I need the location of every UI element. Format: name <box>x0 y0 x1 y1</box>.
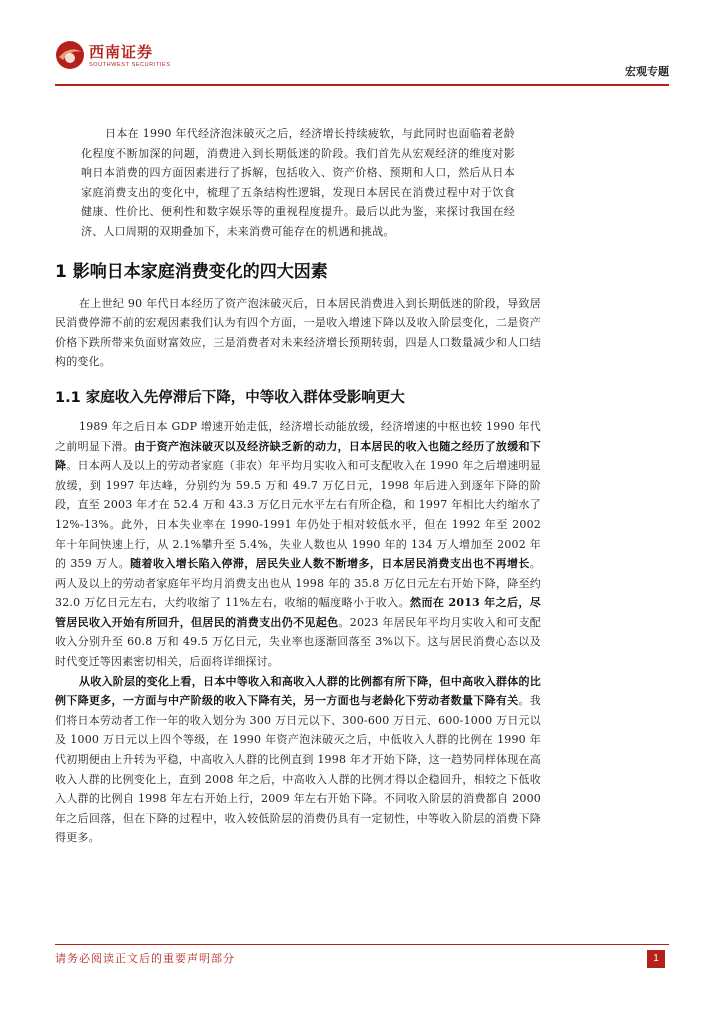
text-run: 。我们将日本劳动者工作一年的收入划分为 300 万日元以下、300-600 万日元、600-1000 万日元以及 1000 万日元以上四个等级，在 1990 年资产泡沫破灭之后，中低收入人群的比例在 1990 年代初期便由上升转为平稳，中高收入人群的比例直到 1998 年才开始下降，这一趋势同样体现在高收入人群的比例变化上，直到 2008 年之后，中高收入人群的比例才得以企稳回升，相较之下低收入人群的比例自 1998 年左右开始上行，2009 年左右开始下降。不同收入阶层的消费都自 2000 年之后回落，但在下降的过程中，收入较低阶层的消费仍具有一定韧性，中等收入阶层的消费下降得更多。 <box>55 694 541 845</box>
intro-paragraph: 日本在 1990 年代经济泡沫破灭之后，经济增长持续疲软，与此同时也面临着老龄化程度不断加深的问题，消费进入到长期低迷的阶段。我们首先从宏观经济的维度对影响日本消费的四方面因素进行了拆解，包括收入、资产价格、预期和人口，然后从日本家庭消费支出的变化中，梳理了五条结构性逻辑，发现日本居民在消费过程中对于饮食健康、性价比、便利性和数字娱乐等的重视程度提升。最后以此为鉴，来探讨我国在经济、人口周期的双期叠加下，未来消费可能存在的机遇和挑战。 <box>81 127 515 238</box>
section-1-heading: 1 影响日本家庭消费变化的四大因素 <box>55 261 328 282</box>
text-run: 1989 年之后日本 GDP 增速开始走低，经济增长动能放缓，经济增速的中枢也较 1990 年代之前明显下滑。 <box>55 419 541 453</box>
document-body <box>55 124 541 848</box>
header-divider <box>55 84 669 86</box>
logo-chinese-name: 西南证券 <box>89 43 154 61</box>
section-1-paragraph: 在上世纪 90 年代日本经历了资产泡沫破灭后，日本居民消费进入到长期低迷的阶段，导致居民消费停滞不前的宏观因素我们认为有四个方面，一是收入增速下降以及收入阶层变化，二是资产价格下跌所带来负面财富效应，三是消费者对未来经济增长预期转弱，四是人口数量减少和人口结构的变化。 <box>55 296 541 369</box>
company-logo <box>55 40 205 76</box>
text-run: 。两人及以上的劳动者家庭年平均月消费支出也从 1998 年的 35.8 万亿日元左右开始下降，降至约 32.0 万亿日元左右，大约收缩了 11%左右，收缩的幅度略小于收入。 <box>55 557 541 610</box>
section-1-1-paragraph-2 <box>55 672 541 848</box>
page-number: 1 <box>647 950 665 968</box>
bold-text-run: 从收入阶层的变化上看，日本中等收入和高收入人群的比例都有所下降，但中高收入群体的比例下降更多，一方面与中产阶级的收入下降有关，另一方面也与老龄化下劳动者数量下降有关 <box>55 674 541 708</box>
logo-icon <box>55 40 85 70</box>
disclaimer-note: 请务必阅读正文后的重要声明部分 <box>55 952 235 965</box>
bold-text-run: 由于资产泡沫破灭以及经济缺乏新的动力，日本居民的收入也随之经历了放缓和下降 <box>55 439 541 473</box>
text-run: 。日本两人及以上的劳动者家庭（非农）年平均月实收入和可支配收入在 1990 年之后增速明显放缓，到 1997 年达峰，分别约为 59.5 万和 49.7 万亿日元，1998 年后进入到逐年下降的阶段，直至 2003 年才在 52.4 万和 43.3 万亿日元水平左右有所企稳，和 1997 年相比大约缩水了 12%-13%。此外，日本失业率在 1990-1991 年仍处于相对较低水平，但在 1992 年至 2002 年十年间快速上行，从 2.1%攀升至 5.4%，失业人数也从 1990 年的 134 万人增加至 2002 年的 359 万人。 <box>55 459 542 571</box>
text-run: 。2023 年居民年平均月实收入和可支配收入分别升至 60.8 万和 49.5 万亿日元，失业率也逐渐回落至 3%以下。这与居民消费心态以及时代变迁等因素密切相关，后面将详细探讨。 <box>55 615 541 669</box>
bold-text-run: 随着收入增长陷入停滞，居民失业人数不断增多，日本居民消费支出也不再增长 <box>130 557 530 571</box>
bold-text-run: 然而在 2013 年之后，尽管居民收入开始有所回升，但居民的消费支出仍不见起色 <box>55 596 541 629</box>
section-1-1-paragraph-1 <box>55 417 541 672</box>
page-header <box>0 0 724 92</box>
section-1-1-heading: 1.1 家庭收入先停滞后下降，中等收入群体受影响更大 <box>55 389 405 406</box>
footer-divider <box>55 944 669 945</box>
logo-english-name: SOUTHWEST SECURITIES <box>89 62 171 68</box>
section-title: 宏观专题 <box>625 65 669 78</box>
